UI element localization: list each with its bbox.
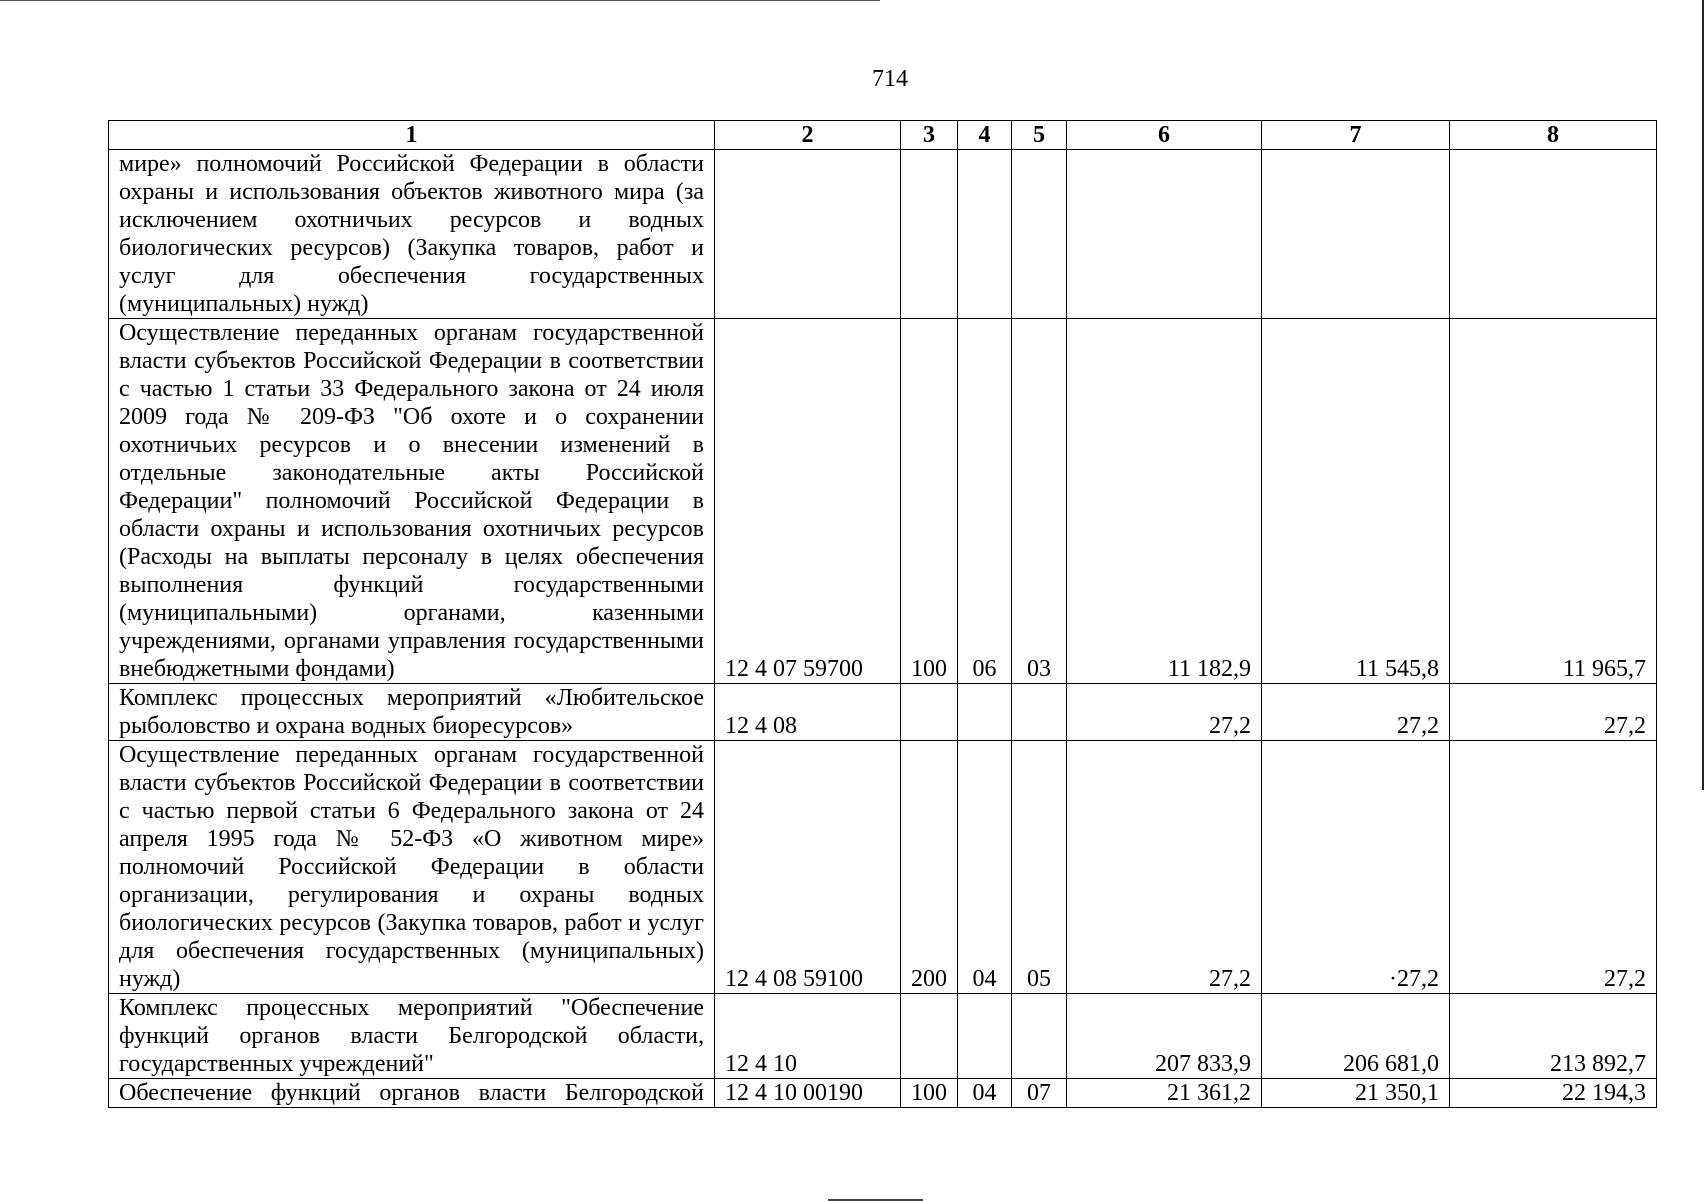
- row-col3: 100: [901, 1079, 958, 1108]
- row-col3: [901, 684, 958, 741]
- row-col5: 07: [1012, 1079, 1067, 1108]
- row-col4: [958, 150, 1012, 319]
- row-col4: 04: [958, 741, 1012, 994]
- table-row: [109, 684, 1657, 741]
- column-header: 4: [958, 121, 1012, 150]
- row-description: Осуществление переданных органам государственной власти субъектов Российской Федерации в соответствии с частью 1 статьи 33 Федерального закона от 24 июля 2009 года № 209-ФЗ "Об охоте и о сохранении охотничьих ресурсов и о внесении изменений в отдельные законодательные акты Российской Федерации" полномочий Российской Федерации в области охраны и использования охотничьих ресурсов (Расходы на выплаты персоналу в целях обеспечения выполнения функций государственными (муниципальными) органами, казенными учреждениями, органами управления государственными внебюджетными фондами): [109, 319, 715, 684]
- budget-table: [108, 120, 1657, 1108]
- row-value-7: 27,2: [1262, 684, 1450, 741]
- row-value-8: [1450, 150, 1657, 319]
- row-col4: [958, 684, 1012, 741]
- row-code: 12 4 10 00190: [715, 1079, 901, 1108]
- row-col3: 100: [901, 319, 958, 684]
- page-number: 714: [872, 66, 908, 92]
- column-header: 5: [1012, 121, 1067, 150]
- row-col4: 06: [958, 319, 1012, 684]
- row-col5: [1012, 684, 1067, 741]
- header-row: [109, 121, 1657, 150]
- row-code: [715, 150, 901, 319]
- row-col4: [958, 994, 1012, 1079]
- row-col3: 200: [901, 741, 958, 994]
- row-description: Комплекс процессных мероприятий "Обеспечение функций органов власти Белгородской области, государственных учреждений": [109, 994, 715, 1079]
- row-value-7: ·27,2: [1262, 741, 1450, 994]
- column-header: 1: [109, 121, 715, 150]
- row-col5: 03: [1012, 319, 1067, 684]
- column-header: 8: [1450, 121, 1657, 150]
- row-value-6: 27,2: [1067, 684, 1262, 741]
- right-edge-line: [1702, 0, 1704, 790]
- row-description: Комплекс процессных мероприятий «Любительское рыболовство и охрана водных биоресурсов»: [109, 684, 715, 741]
- row-col4: 04: [958, 1079, 1012, 1108]
- row-value-8: 213 892,7: [1450, 994, 1657, 1079]
- row-value-6: [1067, 150, 1262, 319]
- row-col3: [901, 994, 958, 1079]
- column-header: 7: [1262, 121, 1450, 150]
- row-code: 12 4 08: [715, 684, 901, 741]
- row-value-8: 27,2: [1450, 741, 1657, 994]
- top-edge-line: [0, 0, 880, 1]
- row-col5: [1012, 150, 1067, 319]
- row-value-8: 27,2: [1450, 684, 1657, 741]
- table-row: [109, 1079, 1657, 1108]
- row-value-8: 11 965,7: [1450, 319, 1657, 684]
- column-header: 2: [715, 121, 901, 150]
- row-value-7: 21 350,1: [1262, 1079, 1450, 1108]
- row-value-6: 207 833,9: [1067, 994, 1262, 1079]
- row-description: мире» полномочий Российской Федерации в области охраны и использования объектов животного мира (за исключением охотничьих ресурсов и водных биологических ресурсов) (Закупка товаров, работ и услуг для обеспечения государственных (муниципальных) нужд): [109, 150, 715, 319]
- row-code: 12 4 07 59700: [715, 319, 901, 684]
- row-value-6: 27,2: [1067, 741, 1262, 994]
- table-row: [109, 741, 1657, 994]
- column-header: 3: [901, 121, 958, 150]
- row-value-7: 206 681,0: [1262, 994, 1450, 1079]
- row-description: Обеспечение функций органов власти Белгородской: [109, 1079, 715, 1108]
- row-col5: [1012, 994, 1067, 1079]
- row-code: 12 4 08 59100: [715, 741, 901, 994]
- column-header: 6: [1067, 121, 1262, 150]
- row-value-6: 11 182,9: [1067, 319, 1262, 684]
- row-value-7: 11 545,8: [1262, 319, 1450, 684]
- row-col3: [901, 150, 958, 319]
- row-value-8: 22 194,3: [1450, 1079, 1657, 1108]
- table-row: [109, 319, 1657, 684]
- row-code: 12 4 10: [715, 994, 901, 1079]
- row-description: Осуществление переданных органам государственной власти субъектов Российской Федерации в соответствии с частью первой статьи 6 Федерального закона от 24 апреля 1995 года № 52-ФЗ «О животном мире» полномочий Российской Федерации в области организации, регулирования и охраны водных биологических ресурсов (Закупка товаров, работ и услуг для обеспечения государственных (муниципальных) нужд): [109, 741, 715, 994]
- table-row: [109, 994, 1657, 1079]
- row-value-6: 21 361,2: [1067, 1079, 1262, 1108]
- row-value-7: [1262, 150, 1450, 319]
- table-row: [109, 150, 1657, 319]
- row-col5: 05: [1012, 741, 1067, 994]
